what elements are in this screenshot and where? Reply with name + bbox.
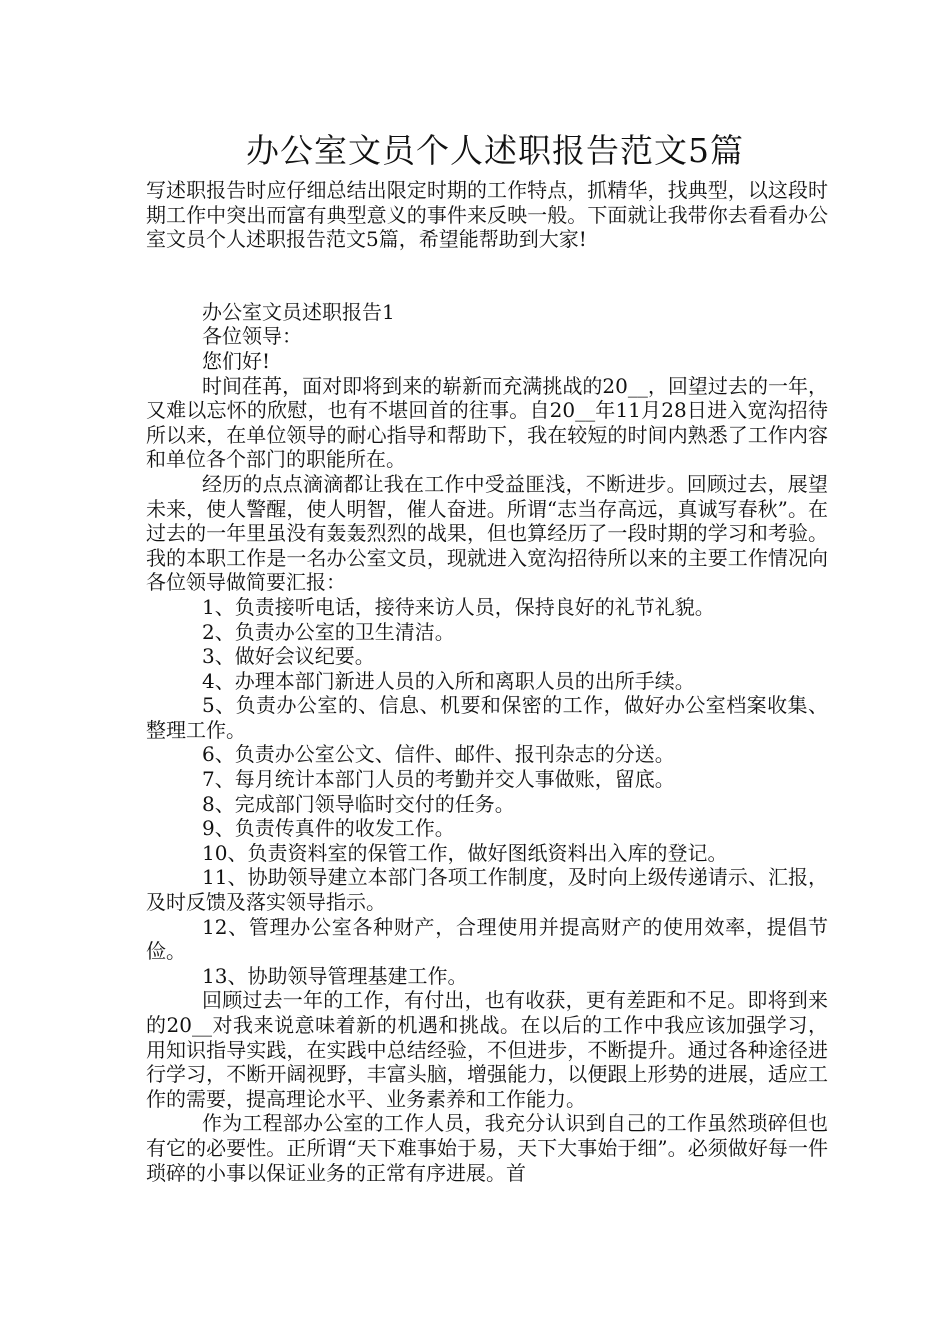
duty-item: 1、负责接听电话，接待来访人员，保持良好的礼节礼貌。 [202,594,715,619]
duty-item: 8、完成部门领导临时交付的任务。 [202,791,515,816]
intro-paragraph: 写述职报告时应仔细总结出限定时期的工作特点，抓精华，找典型，以这段时期工作中突出而富有典型意义的事件来反映一般。下面就让我带你去看看办公室文员个人述职报告范文5篇，希望能帮助到大家! [146,178,828,252]
section-spacer [146,252,828,300]
document-page [146,128,828,1185]
body-paragraph: 作为工程部办公室的工作人员，我充分认识到自己的工作虽然琐碎但也有它的必要性。正所谓“天下难事始于易，天下大事始于细”。必须做好每一件琐碎的小事以保证业务的正常有序进展。首 [146,1111,828,1185]
duty-item: 9、负责传真件的收发工作。 [202,816,455,841]
body-paragraph: 时间荏苒，面对即将到来的崭新而充满挑战的20__，回望过去的一年，又难以忘怀的欣慰，也有不堪回首的往事。自20__年11月28日进入宽沟招待所以来，在单位领导的耐心指导和帮助下，我在较短的时间内熟悉了工作内容和单位各个部门的职能所在。 [146,373,828,472]
duty-item: 4、办理本部门新进人员的入所和离职人员的出所手续。 [202,668,695,693]
duty-item: 7、每月统计本部门人员的考勤并交人事做账，留底。 [202,767,675,792]
duty-item: 10、负责资料室的保管工作，做好图纸资料出入库的登记。 [202,840,728,865]
salutation: 各位领导： [202,324,302,349]
duty-item: 13、协助领导管理基建工作。 [202,963,468,988]
duty-item: 6、负责办公室公文、信件、邮件、报刊杂志的分送。 [202,742,675,767]
duty-item: 5、负责办公室的、信息、机要和保密的工作，做好办公室档案收集、整理工作。 [146,693,828,742]
greeting: 您们好! [202,348,271,373]
duty-item: 3、做好会议纪要。 [202,644,375,669]
duty-item: 11、协助领导建立本部门各项工作制度，及时向上级传递请示、汇报，及时反馈及落实领导指示。 [146,865,828,915]
document-title: 办公室文员个人述职报告范文5篇 [246,131,744,170]
section-title: 办公室文员述职报告1 [202,299,395,324]
duty-item: 12、管理办公室各种财产，合理使用并提高财产的使用效率，提倡节俭。 [146,914,828,964]
body-paragraph: 回顾过去一年的工作，有付出，也有收获，更有差距和不足。即将到来的20__对我来说意味着新的机遇和挑战。在以后的工作中我应该加强学习，用知识指导实践，在实践中总结经验，不但进步，不断提升。通过各种途径进行学习，不断开阔视野，丰富头脑，增强能力，以便跟上形势的进展，适应工作的需要，提高理论水平、业务素养和工作能力。 [146,988,828,1111]
duty-item: 2、负责办公室的卫生清洁。 [202,619,455,644]
body-paragraph: 经历的点点滴滴都让我在工作中受益匪浅，不断进步。回顾过去，展望未来，使人警醒，使人明智，催人奋进。所谓“志当存高远，真诚写春秋”。在过去的一年里虽没有轰轰烈烈的战果，但也算经历了一段时期的学习和考验。我的本职工作是一名办公室文员，现就进入宽沟招待所以来的主要工作情况向各位领导做简要汇报： [146,471,828,595]
